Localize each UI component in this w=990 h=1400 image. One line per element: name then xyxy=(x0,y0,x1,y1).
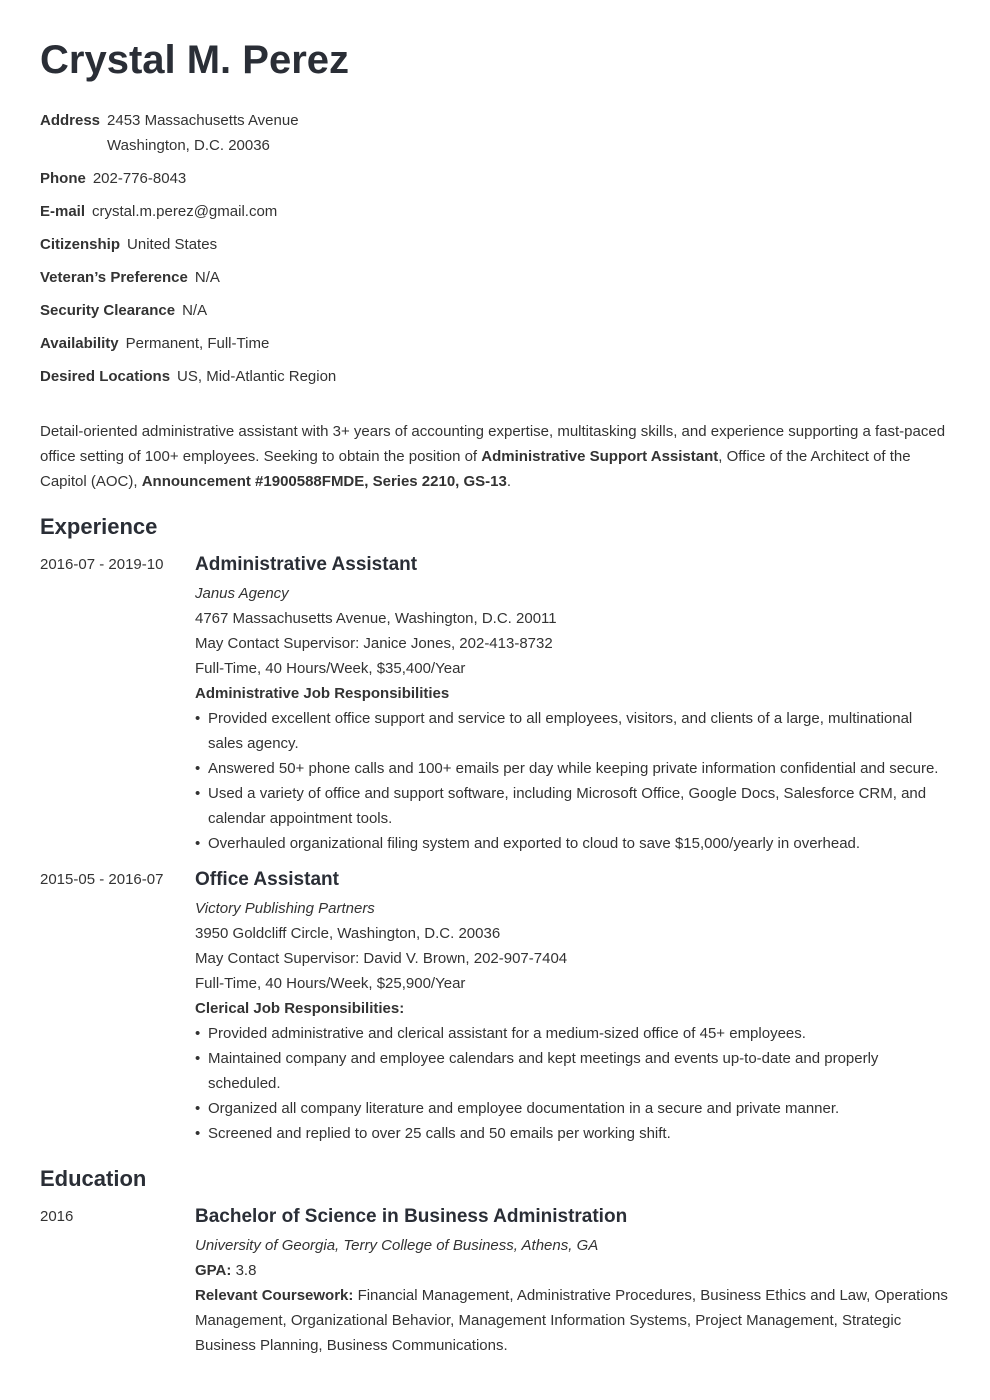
clearance-label: Security Clearance xyxy=(40,302,176,319)
candidate-name: Crystal M. Perez xyxy=(40,38,350,82)
phone-value: 202-776-8043 xyxy=(92,170,187,187)
phone-row xyxy=(40,166,950,191)
veteran-value: N/A xyxy=(194,269,220,286)
gpa-line xyxy=(195,1258,950,1283)
job-responsibilities-heading: Administrative Job Responsibilities xyxy=(195,685,450,702)
job-supervisor: May Contact Supervisor: David V. Brown, 202-907-7404 xyxy=(195,950,568,967)
veteran-row xyxy=(40,265,950,290)
degree-title: Bachelor of Science in Business Administration xyxy=(195,1206,628,1227)
citizenship-value: United States xyxy=(127,236,218,253)
locations-row xyxy=(40,364,950,389)
gpa-label: GPA: xyxy=(195,1262,232,1279)
coursework-value: Financial Management, Administrative Procedures, Business Ethics and Law, Operations Management, Organizational Behavior, Management Information Systems, Project Management, Strategic Business Planning, Business Communications. xyxy=(195,1287,948,1354)
summary-text-3: . xyxy=(506,473,512,490)
availability-row xyxy=(40,331,950,356)
job-title: Office Assistant xyxy=(195,869,339,890)
list-item: • Used a variety of office and support software, including Microsoft Office, Google Docs, Salesforce CRM, and calendar appointment tools. xyxy=(195,781,950,831)
summary-paragraph xyxy=(40,419,950,494)
summary-text-2: , Office of the Architect of the Capitol (AOC), xyxy=(40,448,911,490)
address-value xyxy=(107,108,299,158)
address-line1: 2453 Massachusetts Avenue xyxy=(107,112,299,129)
education-heading: Education xyxy=(40,1166,147,1191)
job-address: 4767 Massachusetts Avenue, Washington, D.C. 20011 xyxy=(195,610,557,627)
citizenship-label: Citizenship xyxy=(40,236,121,253)
summary-text-1: Detail-oriented administrative assistant with 3+ years of accounting expertise, multitasking skills, and experience supporting a fast-paced office setting of 100+ employees. Seeking to obtain the position of xyxy=(40,423,946,465)
education-details xyxy=(195,1204,950,1358)
job-details xyxy=(195,867,950,1146)
education-year: 2016 xyxy=(40,1208,74,1225)
job-bullets xyxy=(195,1021,950,1146)
job-hours: Full-Time, 40 Hours/Week, $25,900/Year xyxy=(195,975,466,992)
availability-value: Permanent, Full-Time xyxy=(125,335,270,352)
coursework-label: Relevant Coursework: xyxy=(195,1287,354,1304)
list-item: • Organized all company literature and employee documentation in a secure and private manner. xyxy=(195,1096,950,1121)
list-item: • Answered 50+ phone calls and 100+ emails per day while keeping private information confidential and secure. xyxy=(195,756,950,781)
job-bullets xyxy=(195,706,950,856)
address-line2: Washington, D.C. 20036 xyxy=(107,137,270,154)
citizenship-row xyxy=(40,232,950,257)
clearance-row xyxy=(40,298,950,323)
experience-heading: Experience xyxy=(40,514,158,539)
locations-label: Desired Locations xyxy=(40,368,171,385)
list-item: • Maintained company and employee calendars and kept meetings and events up-to-date and properly scheduled. xyxy=(195,1046,950,1096)
job-hours: Full-Time, 40 Hours/Week, $35,400/Year xyxy=(195,660,466,677)
clearance-value: N/A xyxy=(182,302,208,319)
address-label: Address xyxy=(40,112,101,129)
contact-info xyxy=(40,108,950,397)
list-item: • Provided administrative and clerical assistant for a medium-sized office of 45+ employees. xyxy=(195,1021,950,1046)
job-company: Victory Publishing Partners xyxy=(195,900,375,917)
job-title: Administrative Assistant xyxy=(195,554,418,575)
job-company: Janus Agency xyxy=(195,585,289,602)
summary-announcement: Announcement #1900588FMDE, Series 2210, GS-13 xyxy=(141,473,507,490)
job-dates: 2016-07 - 2019-10 xyxy=(40,556,164,573)
veteran-label: Veteran’s Preference xyxy=(40,269,188,286)
job-dates: 2015-05 - 2016-07 xyxy=(40,871,164,888)
availability-label: Availability xyxy=(40,335,119,352)
school-name: University of Georgia, Terry College of Business, Athens, GA xyxy=(195,1237,599,1254)
email-row xyxy=(40,199,950,224)
job-supervisor: May Contact Supervisor: Janice Jones, 202-413-8732 xyxy=(195,635,553,652)
email-label: E-mail xyxy=(40,203,86,220)
locations-value: US, Mid-Atlantic Region xyxy=(177,368,337,385)
list-item: • Screened and replied to over 25 calls and 50 emails per working shift. xyxy=(195,1121,950,1146)
coursework-line xyxy=(195,1283,950,1358)
phone-label: Phone xyxy=(40,170,86,187)
email-value: crystal.m.perez@gmail.com xyxy=(92,203,278,220)
job-details xyxy=(195,552,950,856)
summary-position: Administrative Support Assistant xyxy=(481,448,719,465)
gpa-value: 3.8 xyxy=(235,1262,257,1279)
list-item: • Provided excellent office support and service to all employees, visitors, and clients of a large, multinational sales agency. xyxy=(195,706,950,756)
address-row xyxy=(40,108,950,158)
list-item: • Overhauled organizational filing system and exported to cloud to save $15,000/yearly in overhead. xyxy=(195,831,950,856)
job-responsibilities-heading: Clerical Job Responsibilities: xyxy=(195,1000,405,1017)
job-address: 3950 Goldcliff Circle, Washington, D.C. 20036 xyxy=(195,925,501,942)
